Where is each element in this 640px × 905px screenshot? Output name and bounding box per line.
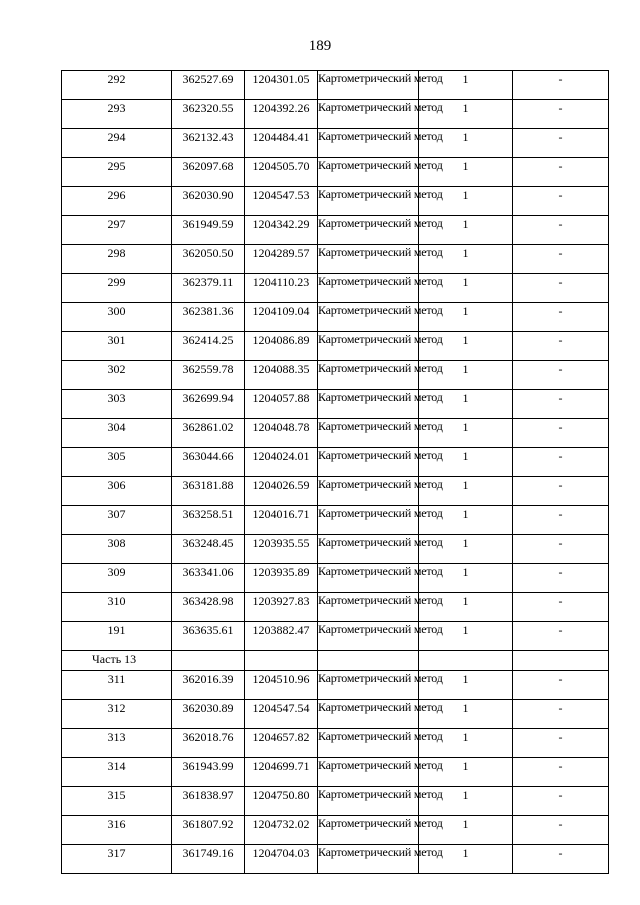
x-coordinate-cell: 361838.97 [172, 787, 245, 816]
y-coordinate-cell: 1204110.23 [245, 274, 318, 303]
note-cell: - [513, 187, 609, 216]
y-coordinate-cell: 1204109.04 [245, 303, 318, 332]
accuracy-cell: 1 [419, 419, 513, 448]
note-cell: - [513, 71, 609, 100]
point-number-cell: 309 [62, 564, 172, 593]
x-coordinate-cell: 361749.16 [172, 845, 245, 874]
method-cell: Картометрический метод [318, 303, 419, 332]
method-cell: Картометрический метод [318, 419, 419, 448]
x-coordinate-cell: 361943.99 [172, 758, 245, 787]
x-coordinate-cell: 362379.11 [172, 274, 245, 303]
x-coordinate-cell: 362861.02 [172, 419, 245, 448]
note-cell: - [513, 729, 609, 758]
note-cell: - [513, 593, 609, 622]
accuracy-cell: 1 [419, 158, 513, 187]
point-number-cell: 310 [62, 593, 172, 622]
point-number-cell: 295 [62, 158, 172, 187]
accuracy-cell: 1 [419, 477, 513, 506]
method-cell: Картометрический метод [318, 593, 419, 622]
method-cell: Картометрический метод [318, 506, 419, 535]
point-number-cell: 299 [62, 274, 172, 303]
table-row [62, 845, 609, 874]
point-number-cell: 313 [62, 729, 172, 758]
accuracy-cell: 1 [419, 245, 513, 274]
x-coordinate-cell: 362527.69 [172, 71, 245, 100]
note-cell: - [513, 700, 609, 729]
y-coordinate-cell: 1203927.83 [245, 593, 318, 622]
method-cell: Картометрический метод [318, 758, 419, 787]
empty-cell [513, 651, 609, 671]
x-coordinate-cell: 363258.51 [172, 506, 245, 535]
empty-cell [419, 651, 513, 671]
accuracy-cell: 1 [419, 303, 513, 332]
accuracy-cell: 1 [419, 564, 513, 593]
point-number-cell: 294 [62, 129, 172, 158]
note-cell: - [513, 622, 609, 651]
point-number-cell: 300 [62, 303, 172, 332]
y-coordinate-cell: 1204342.29 [245, 216, 318, 245]
point-number-cell: 314 [62, 758, 172, 787]
method-cell: Картометрический метод [318, 158, 419, 187]
y-coordinate-cell: 1204750.80 [245, 787, 318, 816]
table-row [62, 729, 609, 758]
table-row [62, 671, 609, 700]
method-cell: Картометрический метод [318, 816, 419, 845]
table-row [62, 100, 609, 129]
y-coordinate-cell: 1204699.71 [245, 758, 318, 787]
accuracy-cell: 1 [419, 216, 513, 245]
method-cell: Картометрический метод [318, 564, 419, 593]
note-cell: - [513, 303, 609, 332]
x-coordinate-cell: 362050.50 [172, 245, 245, 274]
x-coordinate-cell: 362097.68 [172, 158, 245, 187]
note-cell: - [513, 129, 609, 158]
y-coordinate-cell: 1204024.01 [245, 448, 318, 477]
accuracy-cell: 1 [419, 700, 513, 729]
y-coordinate-cell: 1204484.41 [245, 129, 318, 158]
empty-cell [172, 651, 245, 671]
note-cell: - [513, 274, 609, 303]
table-row [62, 274, 609, 303]
note-cell: - [513, 100, 609, 129]
accuracy-cell: 1 [419, 535, 513, 564]
method-cell: Картометрический метод [318, 622, 419, 651]
x-coordinate-cell: 362414.25 [172, 332, 245, 361]
y-coordinate-cell: 1204016.71 [245, 506, 318, 535]
y-coordinate-cell: 1204086.89 [245, 332, 318, 361]
method-cell: Картометрический метод [318, 361, 419, 390]
accuracy-cell: 1 [419, 622, 513, 651]
table-row [62, 216, 609, 245]
y-coordinate-cell: 1203935.89 [245, 564, 318, 593]
point-number-cell: 293 [62, 100, 172, 129]
note-cell: - [513, 787, 609, 816]
x-coordinate-cell: 362030.90 [172, 187, 245, 216]
point-number-cell: 315 [62, 787, 172, 816]
point-number-cell: 303 [62, 390, 172, 419]
empty-cell [318, 651, 419, 671]
point-number-cell: 301 [62, 332, 172, 361]
table-row [62, 361, 609, 390]
y-coordinate-cell: 1204392.26 [245, 100, 318, 129]
table-row [62, 187, 609, 216]
table-row [62, 564, 609, 593]
table-row [62, 758, 609, 787]
note-cell: - [513, 419, 609, 448]
y-coordinate-cell: 1204505.70 [245, 158, 318, 187]
note-cell: - [513, 816, 609, 845]
note-cell: - [513, 332, 609, 361]
note-cell: - [513, 564, 609, 593]
method-cell: Картометрический метод [318, 845, 419, 874]
accuracy-cell: 1 [419, 100, 513, 129]
method-cell: Картометрический метод [318, 332, 419, 361]
method-cell: Картометрический метод [318, 729, 419, 758]
accuracy-cell: 1 [419, 187, 513, 216]
method-cell: Картометрический метод [318, 477, 419, 506]
x-coordinate-cell: 363341.06 [172, 564, 245, 593]
x-coordinate-cell: 362018.76 [172, 729, 245, 758]
note-cell: - [513, 361, 609, 390]
x-coordinate-cell: 362016.39 [172, 671, 245, 700]
table-row [62, 700, 609, 729]
x-coordinate-cell: 363248.45 [172, 535, 245, 564]
y-coordinate-cell: 1204088.35 [245, 361, 318, 390]
table-row [62, 332, 609, 361]
note-cell: - [513, 758, 609, 787]
table-row [62, 71, 609, 100]
x-coordinate-cell: 361949.59 [172, 216, 245, 245]
y-coordinate-cell: 1203935.55 [245, 535, 318, 564]
accuracy-cell: 1 [419, 129, 513, 158]
point-number-cell: 305 [62, 448, 172, 477]
accuracy-cell: 1 [419, 71, 513, 100]
note-cell: - [513, 671, 609, 700]
table-row [62, 448, 609, 477]
accuracy-cell: 1 [419, 274, 513, 303]
method-cell: Картометрический метод [318, 671, 419, 700]
x-coordinate-cell: 363635.61 [172, 622, 245, 651]
note-cell: - [513, 448, 609, 477]
accuracy-cell: 1 [419, 593, 513, 622]
y-coordinate-cell: 1204026.59 [245, 477, 318, 506]
page-number: 189 [308, 38, 332, 54]
x-coordinate-cell: 362132.43 [172, 129, 245, 158]
table-row [62, 535, 609, 564]
method-cell: Картометрический метод [318, 100, 419, 129]
point-number-cell: 312 [62, 700, 172, 729]
x-coordinate-cell: 362699.94 [172, 390, 245, 419]
table-row [62, 158, 609, 187]
table-row [62, 303, 609, 332]
point-number-cell: 297 [62, 216, 172, 245]
point-number-cell: 296 [62, 187, 172, 216]
x-coordinate-cell: 362320.55 [172, 100, 245, 129]
empty-cell [245, 651, 318, 671]
point-number-cell: 292 [62, 71, 172, 100]
table-row [62, 129, 609, 158]
table-row [62, 593, 609, 622]
y-coordinate-cell: 1204301.05 [245, 71, 318, 100]
method-cell: Картометрический метод [318, 129, 419, 158]
x-coordinate-cell: 362559.78 [172, 361, 245, 390]
table-row [62, 390, 609, 419]
y-coordinate-cell: 1204289.57 [245, 245, 318, 274]
y-coordinate-cell: 1204510.96 [245, 671, 318, 700]
table-row [62, 816, 609, 845]
accuracy-cell: 1 [419, 361, 513, 390]
note-cell: - [513, 158, 609, 187]
method-cell: Картометрический метод [318, 274, 419, 303]
y-coordinate-cell: 1204547.54 [245, 700, 318, 729]
method-cell: Картометрический метод [318, 700, 419, 729]
point-number-cell: 304 [62, 419, 172, 448]
x-coordinate-cell: 363181.88 [172, 477, 245, 506]
x-coordinate-cell: 363044.66 [172, 448, 245, 477]
accuracy-cell: 1 [419, 671, 513, 700]
coordinates-table-body [62, 71, 609, 874]
table-row [62, 245, 609, 274]
table-row [62, 787, 609, 816]
y-coordinate-cell: 1204057.88 [245, 390, 318, 419]
point-number-cell: 307 [62, 506, 172, 535]
method-cell: Картометрический метод [318, 390, 419, 419]
point-number-cell: 317 [62, 845, 172, 874]
accuracy-cell: 1 [419, 787, 513, 816]
method-cell: Картометрический метод [318, 187, 419, 216]
method-cell: Картометрический метод [318, 71, 419, 100]
accuracy-cell: 1 [419, 448, 513, 477]
section-row [62, 651, 609, 671]
method-cell: Картометрический метод [318, 535, 419, 564]
note-cell: - [513, 477, 609, 506]
note-cell: - [513, 390, 609, 419]
point-number-cell: 298 [62, 245, 172, 274]
method-cell: Картометрический метод [318, 448, 419, 477]
y-coordinate-cell: 1204547.53 [245, 187, 318, 216]
accuracy-cell: 1 [419, 816, 513, 845]
x-coordinate-cell: 361807.92 [172, 816, 245, 845]
table-row [62, 419, 609, 448]
point-number-cell: 302 [62, 361, 172, 390]
point-number-cell: 191 [62, 622, 172, 651]
accuracy-cell: 1 [419, 390, 513, 419]
table-row [62, 477, 609, 506]
note-cell: - [513, 845, 609, 874]
method-cell: Картометрический метод [318, 787, 419, 816]
table-row [62, 622, 609, 651]
accuracy-cell: 1 [419, 506, 513, 535]
point-number-cell: 316 [62, 816, 172, 845]
coordinates-table [61, 70, 609, 874]
accuracy-cell: 1 [419, 332, 513, 361]
x-coordinate-cell: 362381.36 [172, 303, 245, 332]
y-coordinate-cell: 1204048.78 [245, 419, 318, 448]
accuracy-cell: 1 [419, 729, 513, 758]
y-coordinate-cell: 1204732.02 [245, 816, 318, 845]
accuracy-cell: 1 [419, 845, 513, 874]
y-coordinate-cell: 1204657.82 [245, 729, 318, 758]
point-number-cell: 311 [62, 671, 172, 700]
accuracy-cell: 1 [419, 758, 513, 787]
section-label: Часть 13 [62, 651, 172, 671]
method-cell: Картометрический метод [318, 245, 419, 274]
note-cell: - [513, 506, 609, 535]
y-coordinate-cell: 1204704.03 [245, 845, 318, 874]
point-number-cell: 306 [62, 477, 172, 506]
table-row [62, 506, 609, 535]
method-cell: Картометрический метод [318, 216, 419, 245]
note-cell: - [513, 245, 609, 274]
x-coordinate-cell: 362030.89 [172, 700, 245, 729]
point-number-cell: 308 [62, 535, 172, 564]
note-cell: - [513, 216, 609, 245]
y-coordinate-cell: 1203882.47 [245, 622, 318, 651]
x-coordinate-cell: 363428.98 [172, 593, 245, 622]
note-cell: - [513, 535, 609, 564]
